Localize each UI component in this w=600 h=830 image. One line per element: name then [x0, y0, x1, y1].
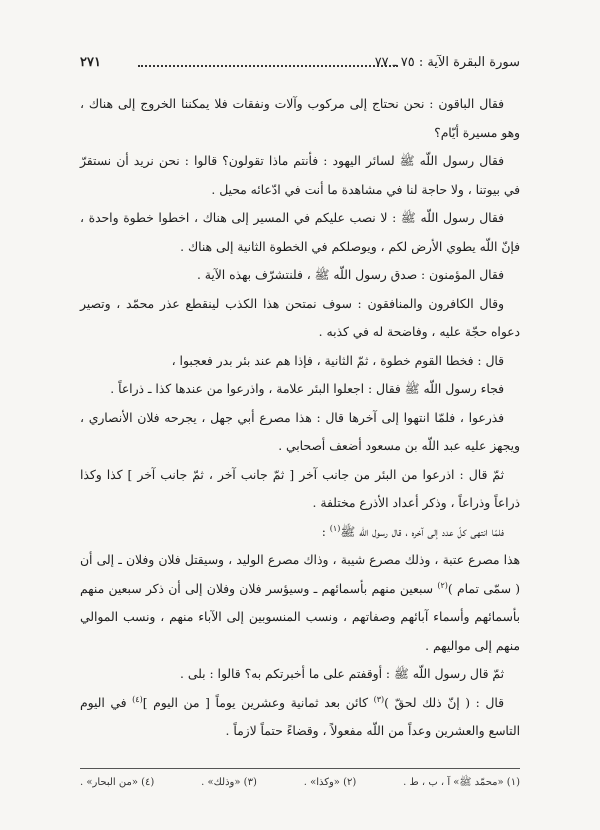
paragraph: فقال الباقون : نحن نحتاج إلى مركوب وآلات ونفقات فلا يمكننا الخروج إلى هناك ، وهو مسيرة أيّام؟: [80, 97, 520, 140]
footnote: (١) «محمّد ﷺ» آ ، ب ، ط .: [403, 777, 520, 788]
paragraph-text: قال : ( إنّ ذلك لحقّ ): [384, 695, 504, 710]
page-body: [80, 90, 520, 746]
paragraph: [80, 546, 520, 660]
paragraph-text: هذا مصرع عتبة ، وذلك مصرع شيبة ، وذاك مصرع الوليد ، وسيقتل فلان وفلان ـ إلى أن ( سمّى تمام ): [80, 553, 520, 596]
paragraph: فجاء رسول اللّه ﷺ فقال : اجعلوا البئر علامة ، واذرعوا من عندها كذا ـ ذراعاً .: [110, 382, 504, 396]
book-page: [80, 52, 520, 792]
footnote: (٣) «وذلك» .: [201, 777, 257, 788]
footnote-ref: (٣): [373, 694, 385, 704]
paragraph: وقال الكافرون والمنافقون : سوف نمتحن هذا الكذب لينقطع عذر محمّد ، وتصير دعواه حجّة عليه ، وفاضحة له في كذبه .: [80, 296, 520, 339]
paragraph-text: سبعين منهم بأسمائهم ـ وسيؤسر فلان وفلان إلى أن ذكر سبعين منهم بأسمائهم وأسماء آبائهم وصفاتهم ، ونسب المنسوبين إلى الآباء منهم ، ونسب الموالي منهم إلى مواليهم .: [80, 581, 520, 653]
paragraph-text: فلمّا انتهى كلّ عدد إلى آخره ، قال رسول اللّه ﷺ: [340, 524, 504, 539]
paragraph-text: في اليوم التاسع والعشرين وعداً من اللّه مفعولاً ، وقضاءً حتماً لازماً .: [80, 695, 520, 738]
footnotes: [80, 776, 520, 790]
surah-title: سورة البقرة الآية : ٧٥ ـ ٧٧: [374, 55, 520, 70]
paragraph: ثمّ قال رسول اللّه ﷺ : أوقفتم على ما أخبرتكم به؟ قالوا : بلى .: [180, 667, 504, 681]
paragraph: فقال المؤمنون : صدق رسول اللّه ﷺ ، فلنتشرّف بهذه الآية .: [196, 268, 504, 282]
running-header: [80, 52, 520, 74]
footnote: (٤) «من البحار» .: [80, 777, 155, 788]
header-dotted-rule: [138, 65, 398, 67]
page-number: ٢٧١: [80, 55, 101, 70]
footnote-ref: (١): [329, 523, 341, 533]
paragraph: ثمّ قال : اذرعوا من البئر من جانب آخر [ ثمّ جانب آخر ، ثمّ جانب آخر ] كذا وكذا ذراعاً وذراعاً ، وذكر أعداد الأذرع مختلفة .: [80, 467, 520, 510]
paragraph: فذرعوا ، فلمّا انتهوا إلى آخرها قال : هذا مصرع أبي جهل ، يجرحه فلان الأنصاري ، ويجهز عليه عبد اللّه بن مسعود أضعف أصحابي .: [80, 410, 520, 453]
paragraph-text: كائن بعد ثمانية وعشرين يوماً [ من اليوم ]: [142, 695, 368, 710]
footnote: (٢) «وكذا» .: [303, 777, 357, 788]
footnote-ref: (٢): [437, 580, 448, 590]
paragraph: [80, 689, 520, 746]
footnote-ref: (٤): [132, 694, 143, 704]
paragraph: فقال رسول اللّه ﷺ : لا نصب عليكم في المسير إلى هناك ، اخطوا خطوة واحدة ، فإنّ اللّه يطوي الأرض لكم ، ويوصلكم في الخطوة الثانية إلى هناك .: [80, 211, 520, 254]
paragraph: فلمّا انتهى كلّ عدد إلى آخره ، قال رسول اللّه ﷺ$^{(١)}$ :: [321, 523, 504, 539]
paragraph: قال : فخطا القوم خطوة ، ثمّ الثانية ، فإذا هم عند بئر بدر فعجبوا ،: [171, 353, 504, 368]
paragraph: فقال رسول اللّه ﷺ لسائر اليهود : فأنتم ماذا تقولون؟ قالوا : نحن نريد أن نستقرّ في بيوتنا ، ولا حاجة لنا في مشاهدة ما أنت في ادّعائه محيل .: [80, 154, 520, 197]
footnote-divider: [80, 768, 520, 769]
